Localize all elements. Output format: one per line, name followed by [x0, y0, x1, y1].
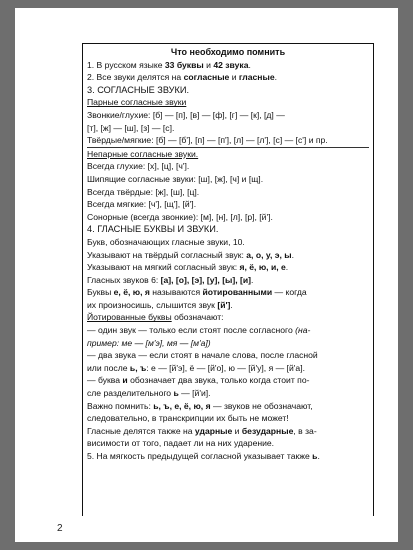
text-line: [87, 84, 369, 97]
text-line: [87, 425, 369, 438]
text-run: и: [229, 72, 239, 83]
textbook-page: [15, 8, 398, 542]
text-line: [87, 400, 369, 413]
text-run: Непарные согласные звуки.: [87, 148, 199, 159]
text-run: .: [285, 262, 289, 273]
text-run: обозначает два звука, только когда стоит по-: [127, 375, 310, 386]
text-run: Указывают на мягкий согласный звук:: [87, 262, 240, 273]
text-line: [87, 324, 369, 337]
text-run: е, ё, ю, я: [113, 287, 150, 298]
text-line: [87, 412, 369, 425]
reference-box: [82, 43, 374, 516]
text-run: Всегда глухие: [х], [ц], [ч'].: [87, 161, 190, 172]
text-run: и: [232, 425, 242, 436]
text-run: Гласные делятся также на: [87, 425, 195, 436]
text-run: — один звук — только если стоят после согласного: [87, 325, 296, 336]
text-run: — буква: [87, 375, 123, 386]
text-line: [87, 211, 369, 224]
text-run: и: [122, 375, 128, 386]
text-line: [87, 122, 369, 135]
text-run: Парные согласные звуки: [87, 97, 187, 108]
text-run: 1. В русском языке: [87, 59, 165, 70]
text-run: — когда: [272, 287, 307, 298]
text-run: Твёрдые/мягкие: [б] — [б'], [п] — [п'], [л] — [л'], [с] — [с'] и пр.: [87, 135, 328, 146]
text-line: [87, 450, 369, 463]
text-run: .: [274, 72, 277, 83]
text-run: и: [203, 59, 214, 70]
text-line: [87, 198, 369, 211]
text-run: [т], [ж] — [ш], [з] — [с].: [87, 122, 175, 133]
text-line: [87, 362, 369, 375]
text-run: .: [251, 274, 254, 285]
text-line: [87, 173, 369, 186]
text-run: называются: [149, 287, 203, 298]
text-run: Йотированные буквы: [87, 312, 172, 323]
text-run: Гласных звуков 6:: [87, 274, 161, 285]
text-line: [87, 387, 369, 400]
text-run: 42 звука: [213, 59, 249, 70]
text-line: [87, 186, 369, 199]
text-line: [87, 286, 369, 299]
text-run: Что необходимо помнить: [170, 47, 286, 57]
text-line: [87, 223, 369, 236]
text-run: ь: [173, 388, 179, 399]
text-run: Всегда мягкие: [ч'], [щ'], [й'].: [87, 199, 197, 210]
text-run: гласные: [238, 72, 275, 83]
text-run: — [й'и].: [178, 388, 211, 399]
text-run: [й']: [217, 299, 231, 310]
text-run: ь: [312, 451, 318, 461]
text-run: .: [317, 451, 320, 461]
text-line: [87, 236, 369, 249]
text-line: [87, 160, 369, 173]
text-run: Указывают на твёрдый согласный звук:: [87, 249, 247, 260]
text-run: пример: ме — [м'э], мя — [м'а]): [87, 337, 211, 348]
text-run: 3. СОГЛАСНЫЕ ЗВУКИ.: [87, 84, 190, 95]
text-run: висимости от того, падает ли на них ударение.: [87, 438, 275, 449]
text-line: [87, 71, 369, 84]
text-run: безударные: [241, 425, 294, 436]
text-run: ь, ъ, е, ё, ю, я: [153, 400, 211, 411]
text-run: Звонкие/глухие: [б] — [п], [в] — [ф], [г] — [к], [д] —: [87, 109, 285, 120]
text-line: [87, 96, 369, 109]
text-run: 5. На мягкость предыдущей согласной указывает также: [87, 451, 313, 461]
text-run: или после: [87, 362, 130, 373]
text-run: следовательно, в транскрипции их быть не может!: [87, 413, 289, 424]
text-run: Сонорные (всегда звонкие): [м], [н], [л], [р], [й'].: [87, 211, 273, 222]
text-line: [87, 349, 369, 362]
text-run: Всегда твёрдые: [ж], [ш], [ц].: [87, 186, 200, 197]
text-run: Буквы: [87, 287, 114, 298]
text-run: ь, ъ: [129, 362, 147, 373]
text-run: — два звука — если стоят в начале слова, после гласной: [87, 350, 318, 361]
text-run: (на-: [295, 325, 311, 336]
text-run: сле разделительного: [87, 388, 174, 399]
text-run: Шипящие согласные звуки: [ш], [ж], [ч] и [щ].: [87, 173, 264, 184]
text-run: 4. ГЛАСНЫЕ БУКВЫ И ЗВУКИ.: [87, 224, 219, 235]
text-line: [87, 109, 369, 122]
text-line: [87, 337, 369, 350]
text-line: [87, 311, 369, 324]
text-run: 33 буквы: [164, 59, 204, 70]
text-run: 2. Все звуки делятся на: [87, 72, 184, 83]
text-run: я, ё, ю, и, е: [239, 262, 286, 273]
text-run: : е — [й'э], ё — [й'о], ю — [й'у], я — [й'а].: [146, 362, 305, 373]
text-run: .: [248, 59, 251, 70]
text-run: .: [230, 299, 233, 310]
text-run: обозначают:: [171, 312, 224, 323]
text-line: [87, 134, 369, 147]
text-line: [87, 374, 369, 387]
text-run: .: [291, 249, 295, 260]
text-run: [а], [о], [э], [у], [ы], [и]: [160, 274, 252, 285]
text-run: — звуков не обозначают,: [210, 400, 313, 411]
text-run: , в за-: [293, 425, 317, 436]
section-title: [87, 46, 369, 59]
text-line: [87, 59, 369, 72]
text-line: [87, 299, 369, 312]
text-run: согласные: [183, 72, 230, 83]
text-run: а, о, у, э, ы: [246, 249, 292, 260]
text-run: их произносишь, слышится звук: [87, 299, 218, 310]
text-line: [87, 274, 369, 287]
text-run: ударные: [194, 425, 233, 436]
text-line: [87, 437, 369, 450]
text-line: [87, 147, 369, 161]
text-run: Важно помнить:: [87, 400, 154, 411]
text-line: [87, 261, 369, 274]
text-run: йотированными: [202, 287, 273, 298]
text-line: [87, 249, 369, 262]
text-run: Букв, обозначающих гласные звуки, 10.: [87, 236, 245, 247]
page-number: 2: [57, 523, 63, 534]
